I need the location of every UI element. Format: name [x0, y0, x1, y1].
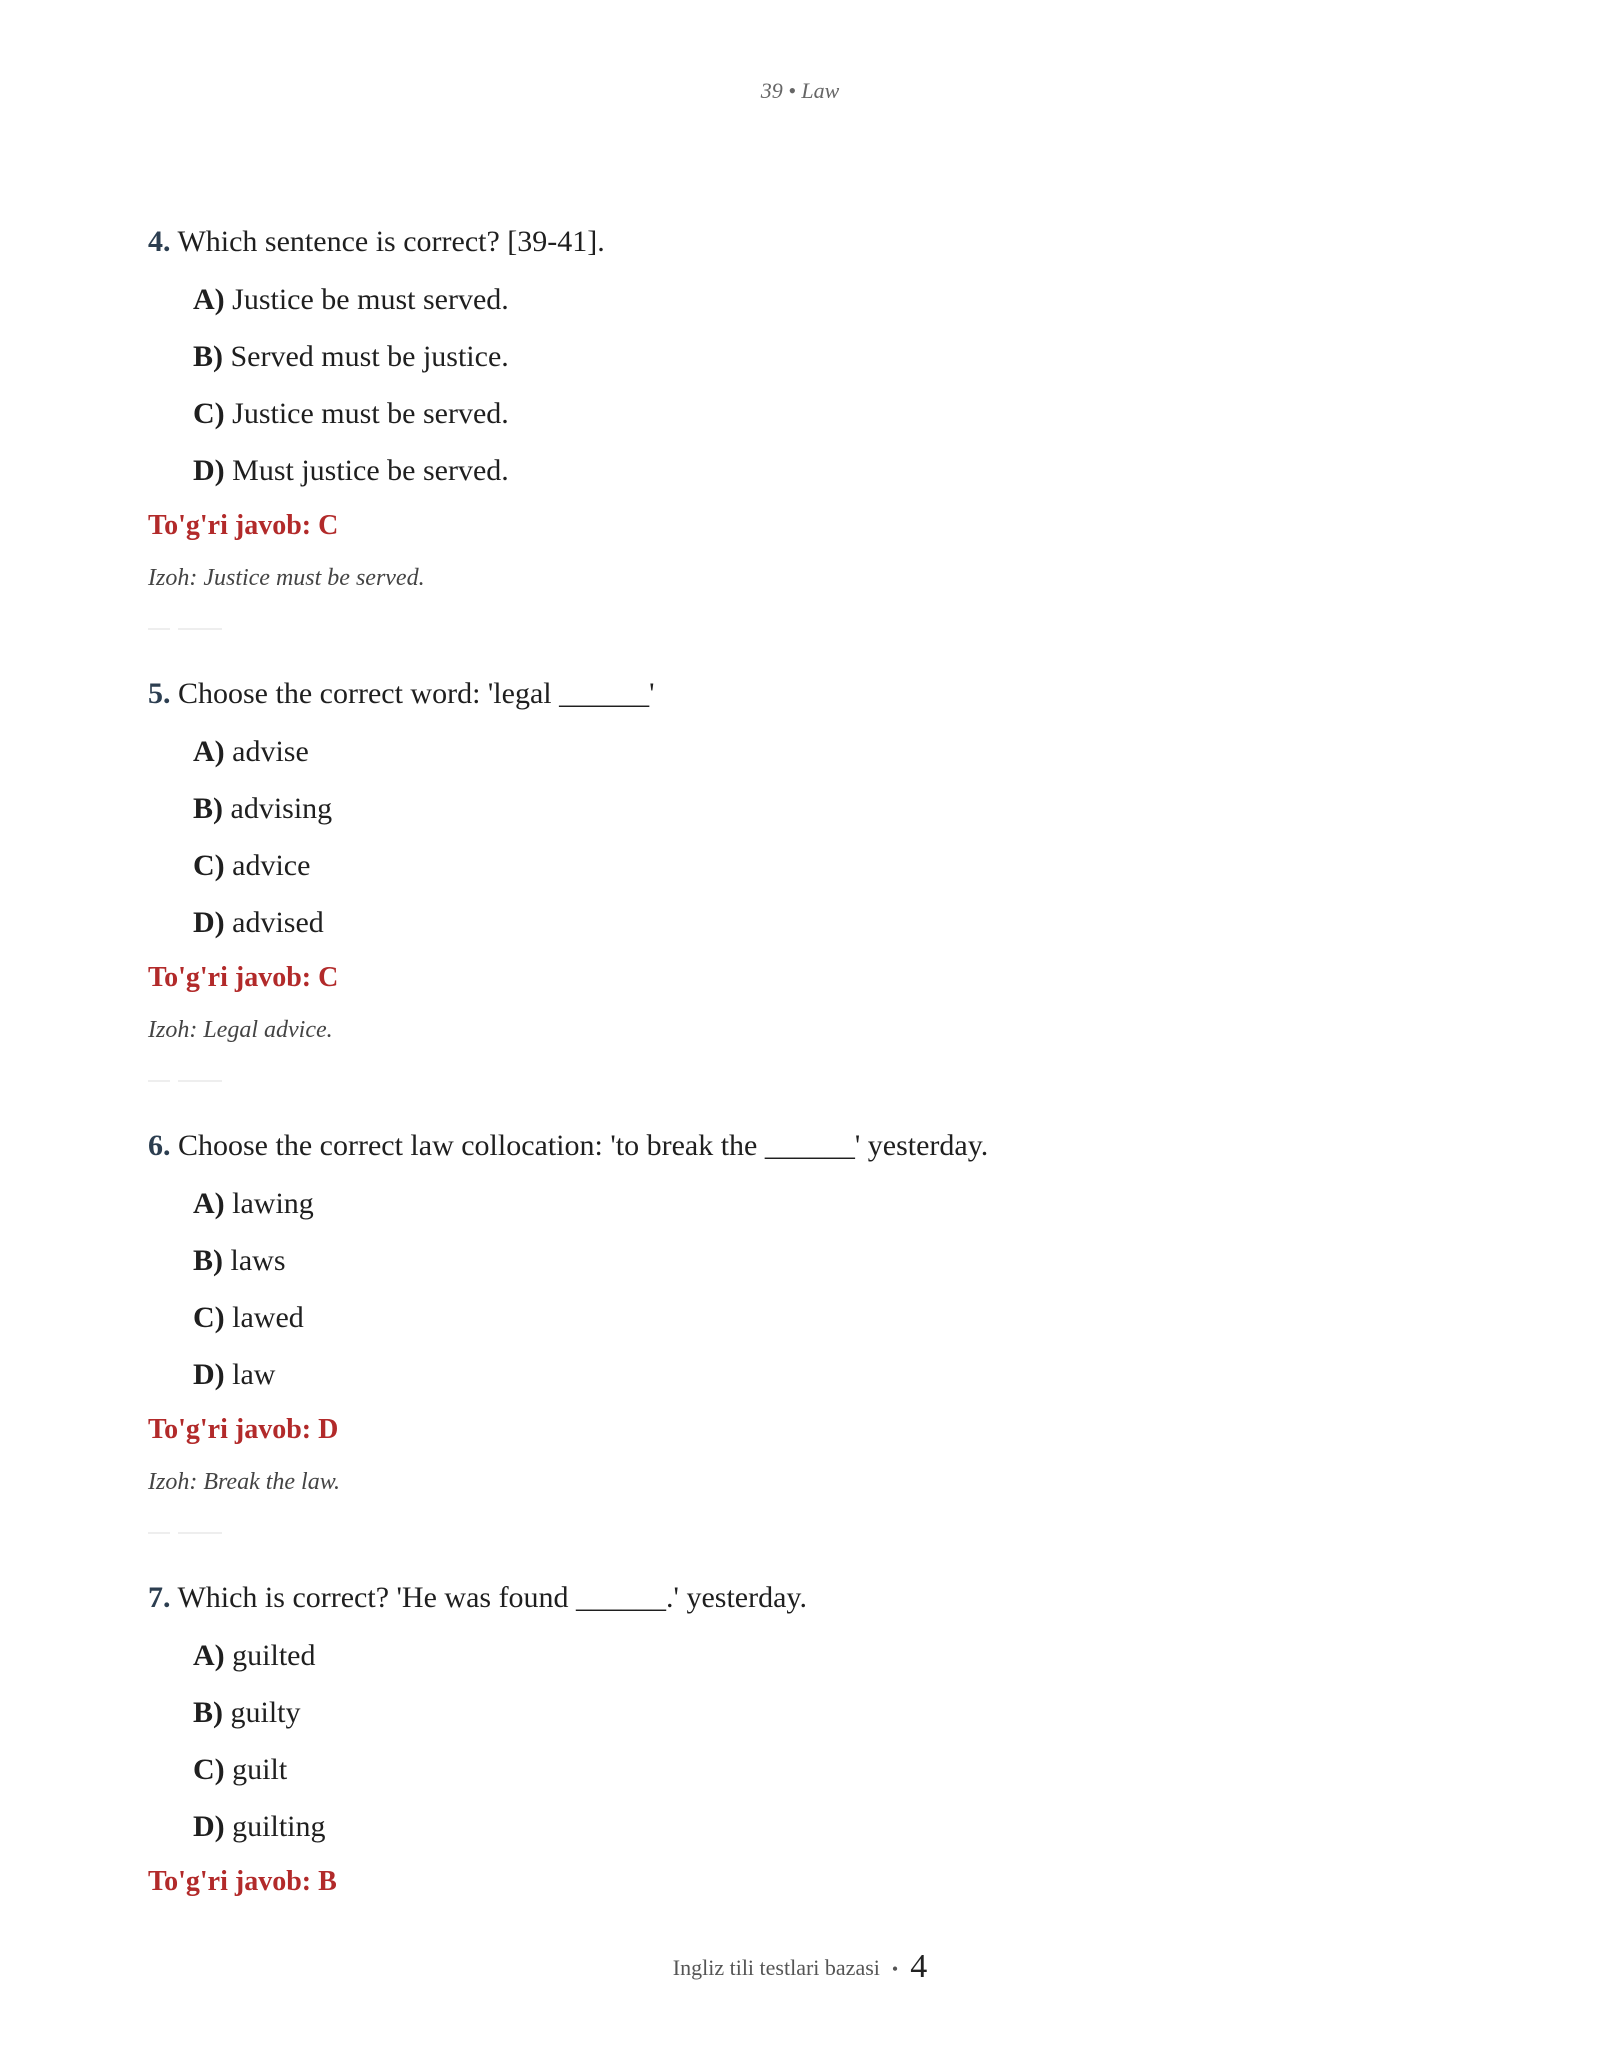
- correct-answer: To'g'ri javob: C: [148, 510, 339, 541]
- question-divider: [148, 1080, 222, 1082]
- option-a: [193, 1180, 1468, 1228]
- option-letter: A): [193, 1639, 225, 1672]
- correct-answer: To'g'ri javob: D: [148, 1414, 339, 1445]
- option-letter: D): [193, 1358, 225, 1391]
- footer-bullet: •: [891, 1959, 899, 1979]
- question-stem: [148, 670, 1468, 718]
- option-text: advise: [232, 735, 309, 768]
- question-text: Choose the correct word: 'legal ______': [178, 677, 655, 710]
- option-letter: C): [193, 397, 225, 430]
- option-text: laws: [230, 1244, 286, 1277]
- page-footer: [0, 1948, 1600, 1986]
- question-number: 6.: [148, 1129, 171, 1162]
- footer-title: Ingliz tili testlari bazasi: [672, 1955, 880, 1980]
- explanation-note: Izoh: Break the law.: [148, 1469, 340, 1495]
- option-letter: C): [193, 849, 225, 882]
- question-7: [148, 1574, 1468, 1904]
- option-text: advised: [232, 906, 324, 939]
- question-stem: [148, 1574, 1468, 1622]
- option-d: [193, 447, 1468, 495]
- option-letter: D): [193, 906, 225, 939]
- option-letter: C): [193, 1753, 225, 1786]
- option-text: advice: [232, 849, 311, 882]
- option-text: lawing: [232, 1187, 314, 1220]
- option-d: [193, 1803, 1468, 1851]
- page-number: 4: [910, 1948, 928, 1985]
- question-6: [148, 1122, 1468, 1502]
- option-b: [193, 785, 1468, 833]
- option-a: [193, 1632, 1468, 1680]
- option-c: [193, 1294, 1468, 1342]
- question-text: Which sentence is correct? [39-41].: [177, 225, 605, 258]
- option-text: guilt: [232, 1753, 288, 1786]
- question-number: 5.: [148, 677, 171, 710]
- option-text: Justice be must served.: [232, 283, 509, 316]
- option-text: Served must be justice.: [230, 340, 509, 373]
- option-b: [193, 333, 1468, 381]
- option-letter: B): [193, 1696, 223, 1729]
- option-b: [193, 1237, 1468, 1285]
- option-text: Justice must be served.: [232, 397, 509, 430]
- question-divider: [148, 1532, 222, 1534]
- option-d: [193, 899, 1468, 947]
- option-letter: A): [193, 283, 225, 316]
- question-number: 4.: [148, 225, 171, 258]
- option-text: advising: [230, 792, 333, 825]
- option-c: [193, 390, 1468, 438]
- option-letter: D): [193, 454, 225, 487]
- correct-answer: To'g'ri javob: B: [148, 1866, 337, 1897]
- question-stem: [148, 1122, 1468, 1170]
- explanation-note: Izoh: Legal advice.: [148, 1017, 333, 1043]
- question-list: [148, 218, 1468, 1914]
- explanation-note: Izoh: Justice must be served.: [148, 565, 425, 591]
- question-5: [148, 670, 1468, 1050]
- option-letter: B): [193, 792, 223, 825]
- option-letter: A): [193, 735, 225, 768]
- question-number: 7.: [148, 1581, 171, 1614]
- option-a: [193, 728, 1468, 776]
- running-header: 39 • Law: [760, 78, 840, 103]
- correct-answer: To'g'ri javob: C: [148, 962, 339, 993]
- question-4: [148, 218, 1468, 598]
- option-d: [193, 1351, 1468, 1399]
- question-stem: [148, 218, 1468, 266]
- question-divider: [148, 628, 222, 630]
- option-c: [193, 842, 1468, 890]
- question-text: Choose the correct law collocation: 'to break the ______' yesterday.: [178, 1129, 989, 1162]
- option-letter: A): [193, 1187, 225, 1220]
- option-letter: B): [193, 1244, 223, 1277]
- option-text: Must justice be served.: [232, 454, 509, 487]
- option-text: law: [232, 1358, 276, 1391]
- option-c: [193, 1746, 1468, 1794]
- question-text: Which is correct? 'He was found ______.' yesterday.: [177, 1581, 807, 1614]
- option-text: guilted: [232, 1639, 316, 1672]
- option-text: guilting: [232, 1810, 326, 1843]
- option-b: [193, 1689, 1468, 1737]
- option-letter: D): [193, 1810, 225, 1843]
- option-letter: B): [193, 340, 223, 373]
- option-letter: C): [193, 1301, 225, 1334]
- option-text: guilty: [230, 1696, 301, 1729]
- option-text: lawed: [232, 1301, 304, 1334]
- option-a: [193, 276, 1468, 324]
